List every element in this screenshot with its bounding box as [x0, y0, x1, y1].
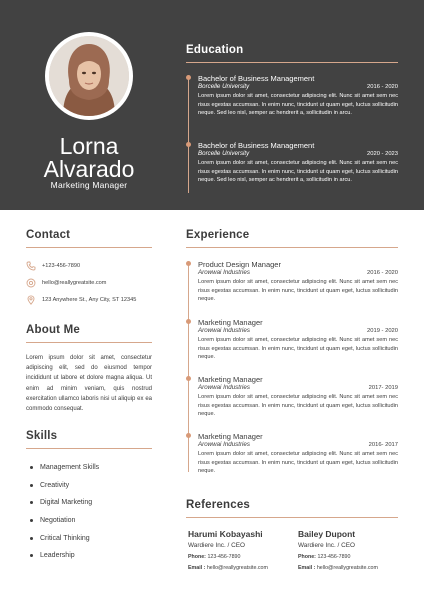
phone-label: Phone: [188, 554, 206, 560]
reference-org: Wardiere Inc. / CEO [298, 542, 355, 549]
school-name: Borcelle University [198, 83, 250, 90]
job-title: Product Design Manager [198, 260, 281, 269]
references-divider [186, 517, 398, 518]
experience-entry [198, 318, 398, 362]
skill-item [26, 494, 99, 512]
job-description: Lorem ipsum dolor sit amet, consectetur adipiscing elit. Nunc sit amet sem nec risus egestas accumsan. In enim nunc, tincidunt ut quam eget, luctus sollicitudin neque. [198, 279, 398, 303]
skill-label: Creativity [40, 481, 70, 489]
job-years: 2016- 2017 [368, 442, 398, 448]
job-title: Marketing Manager [198, 318, 263, 327]
bullet-icon [30, 466, 33, 469]
company-row [198, 327, 398, 335]
references-heading: References [186, 499, 251, 511]
location-pin-icon [26, 295, 36, 305]
skills-list [26, 459, 99, 565]
contact-email-row [26, 278, 106, 288]
bullet-icon [30, 554, 33, 557]
reference-email[interactable]: hello@reallygreatsite.com [316, 565, 378, 571]
experience-entry [198, 375, 398, 419]
job-description: Lorem ipsum dolor sit amet, consectetur adipiscing elit. Nunc sit amet sem nec risus egestas accumsan. In enim nunc, tincidunt ut quam eget, luctus sollicitudin neque. [198, 337, 398, 361]
experience-heading: Experience [186, 229, 250, 241]
company-name: Arowwai Industries [198, 441, 250, 448]
timeline-dot [186, 142, 191, 147]
about-text: Lorem ipsum dolor sit amet, consectetur adipiscing elit, sed do eiusmod tempor incididunt ut labore et dolore magna aliqua. Ut enim ad minim veniam, quis nostrud exercitation ullamco laboris nisi ut aliquip ex ea commodo consequat. [26, 355, 152, 413]
company-row [198, 269, 398, 277]
education-heading: Education [186, 44, 244, 56]
timeline-dot [186, 319, 191, 324]
reference-org: Wardiere Inc. / CEO [188, 542, 245, 549]
experience-divider [186, 247, 398, 248]
email-icon [26, 278, 36, 288]
experience-timeline [188, 262, 189, 472]
school-name: Borcelle University [198, 150, 250, 157]
job-title: Marketing Manager [198, 375, 263, 384]
skill-label: Critical Thinking [40, 534, 90, 542]
reference-phone[interactable]: 123-456-7890 [207, 554, 241, 560]
contact-address: 123 Anywhere St., Any City, ST 12345 [42, 297, 137, 303]
timeline-dot [186, 433, 191, 438]
job-role: Marketing Manager [50, 180, 128, 190]
reference-email-row [188, 563, 298, 574]
reference-name: Bailey Dupont [298, 529, 356, 539]
contact-email[interactable]: hello@reallygreatsite.com [42, 280, 107, 286]
education-description: Lorem ipsum dolor sit amet, consectetur adipiscing elit. Nunc sit amet sem nec risus egestas accumsan. In enim nunc, tincidunt ut quam eget, luctus sollicitudin neque. Sed leo nisl, semper ac hendrerit a, sollicitudin in arcu. [198, 93, 398, 117]
company-row [198, 384, 398, 392]
skills-heading: Skills [26, 430, 58, 442]
reference-card [298, 529, 408, 574]
header-band [0, 0, 424, 210]
skill-item [26, 529, 99, 547]
company-name: Arowwai Industries [198, 327, 250, 334]
bullet-icon [30, 484, 33, 487]
email-label: Email : [188, 565, 206, 571]
reference-phone-row [188, 552, 298, 563]
skill-item [26, 547, 99, 565]
reference-email[interactable]: hello@reallygreatsite.com [206, 565, 268, 571]
education-timeline [188, 77, 189, 193]
education-years: 2016 - 2020 [367, 84, 398, 90]
portrait-illustration [49, 36, 129, 116]
skill-label: Leadership [40, 552, 75, 560]
skill-item [26, 512, 99, 530]
company-row [198, 441, 398, 449]
contact-phone-row [26, 261, 80, 271]
company-name: Arowwai Industries [198, 384, 250, 391]
profile-photo-frame [45, 32, 133, 120]
phone-label: Phone: [298, 554, 316, 560]
contact-divider [26, 247, 152, 248]
degree-title: Bachelor of Business Management [198, 74, 315, 83]
school-row [198, 150, 398, 158]
education-entry [198, 141, 398, 185]
job-description: Lorem ipsum dolor sit amet, consectetur adipiscing elit. Nunc sit amet sem nec risus egestas accumsan. In enim nunc, tincidunt ut quam eget, luctus sollicitudin neque. [198, 394, 398, 418]
timeline-dot [186, 261, 191, 266]
education-divider [186, 62, 398, 63]
job-years: 2016 - 2020 [367, 270, 398, 276]
skills-divider [26, 448, 152, 449]
education-entry [198, 74, 398, 118]
job-description: Lorem ipsum dolor sit amet, consectetur adipiscing elit. Nunc sit amet sem nec risus egestas accumsan. In enim nunc, tincidunt ut quam eget, luctus sollicitudin neque. [198, 451, 398, 475]
contact-phone[interactable]: +123-456-7890 [42, 263, 81, 269]
company-name: Arowwai Industries [198, 269, 250, 276]
skill-item [26, 477, 99, 495]
education-description: Lorem ipsum dolor sit amet, consectetur adipiscing elit. Nunc sit amet sem nec risus egestas accumsan. In enim nunc, tincidunt ut quam eget, luctus sollicitudin neque. Sed leo nisl, semper ac hendrerit a, sollicitudin in arcu. [198, 160, 398, 184]
reference-phone[interactable]: 123-456-7890 [317, 554, 351, 560]
skill-label: Negotiation [40, 517, 76, 525]
experience-entry [198, 260, 398, 304]
phone-icon [26, 261, 36, 271]
timeline-dot [186, 75, 191, 80]
timeline-dot [186, 376, 191, 381]
skill-label: Management Skills [40, 464, 100, 472]
about-divider [26, 342, 152, 343]
reference-email-row [298, 563, 408, 574]
skill-label: Digital Marketing [40, 499, 93, 507]
bullet-icon [30, 519, 33, 522]
bullet-icon [30, 501, 33, 504]
school-row [198, 83, 398, 91]
last-name: Alvarado [43, 156, 135, 182]
reference-name: Harumi Kobayashi [188, 529, 263, 539]
bullet-icon [30, 537, 33, 540]
education-years: 2020 - 2023 [367, 151, 398, 157]
degree-title: Bachelor of Business Management [198, 141, 315, 150]
job-years: 2017- 2019 [368, 385, 398, 391]
experience-entry [198, 432, 398, 476]
email-label: Email : [298, 565, 316, 571]
skill-item [26, 459, 99, 477]
about-heading: About Me [26, 324, 80, 336]
first-name: Lorna [59, 133, 119, 159]
contact-heading: Contact [26, 229, 71, 241]
profile-photo [49, 36, 129, 116]
job-years: 2019 - 2020 [367, 328, 398, 334]
job-title: Marketing Manager [198, 432, 263, 441]
reference-card [188, 529, 298, 574]
contact-address-row [26, 295, 136, 305]
reference-phone-row [298, 552, 408, 563]
